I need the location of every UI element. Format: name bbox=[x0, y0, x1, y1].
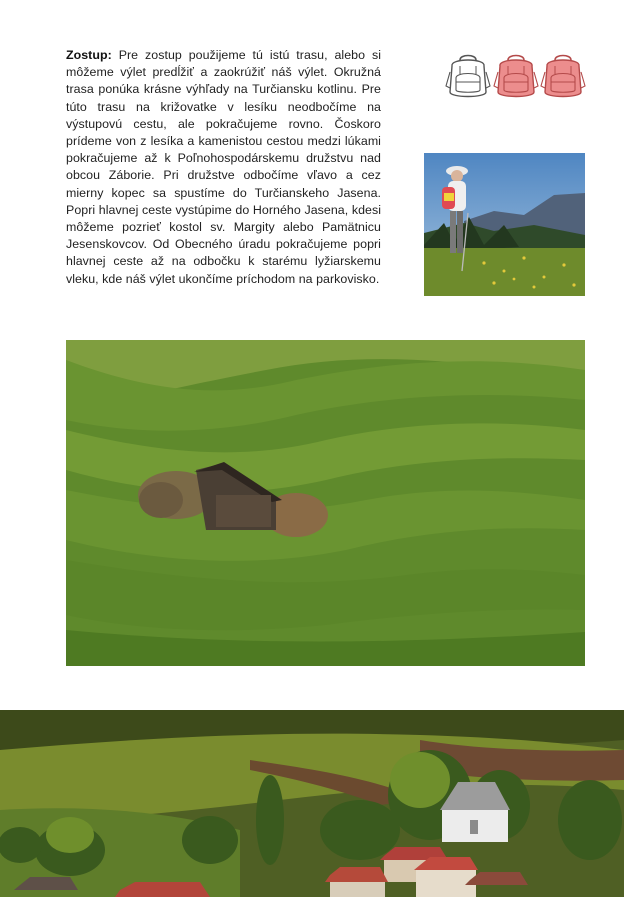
difficulty-rating bbox=[444, 50, 586, 100]
hiker-photo bbox=[424, 153, 585, 296]
backpack-icon bbox=[446, 56, 490, 97]
article-body: Pre zostup použijeme tú istú trasu, alebo si môžeme výlet predĺžiť a zaokrúžiť náš výlet. Okružná trasa ponúka krásne výhľady na Turčiansku kotlinu. Pre túto trasu na križovatke v lesíku neodbočíme na výstupovú cestu, ale pokračujeme rovno. Čoskoro prídeme von z lesíka a kamenistou cestou medzi lúkami pokračujeme až k Poľnohospodárskemu družstvu nad obcou Záborie. Pri družstve odbočíme vľavo a cez mierny kopec sa spustíme do Turčianskeho Jasena. Popri hlavnej ceste vystúpime do Horného Jasena, kdesi môžeme pozrieť kostol sv. Margity alebo Pamätnicu Jesenskovcov. Od Obecného úradu pokračujeme popri hlavnej ceste až na odbočku k starému lyžiarskemu vleku, kde náš výlet ukončíme príchodom na parkovisko. bbox=[66, 48, 381, 286]
village-photo bbox=[0, 710, 624, 897]
backpack-icon bbox=[541, 56, 585, 97]
article-label: Zostup: bbox=[66, 48, 112, 62]
article-paragraph bbox=[66, 47, 381, 288]
backpack-icon bbox=[494, 56, 538, 97]
meadow-barn-photo bbox=[66, 340, 585, 666]
